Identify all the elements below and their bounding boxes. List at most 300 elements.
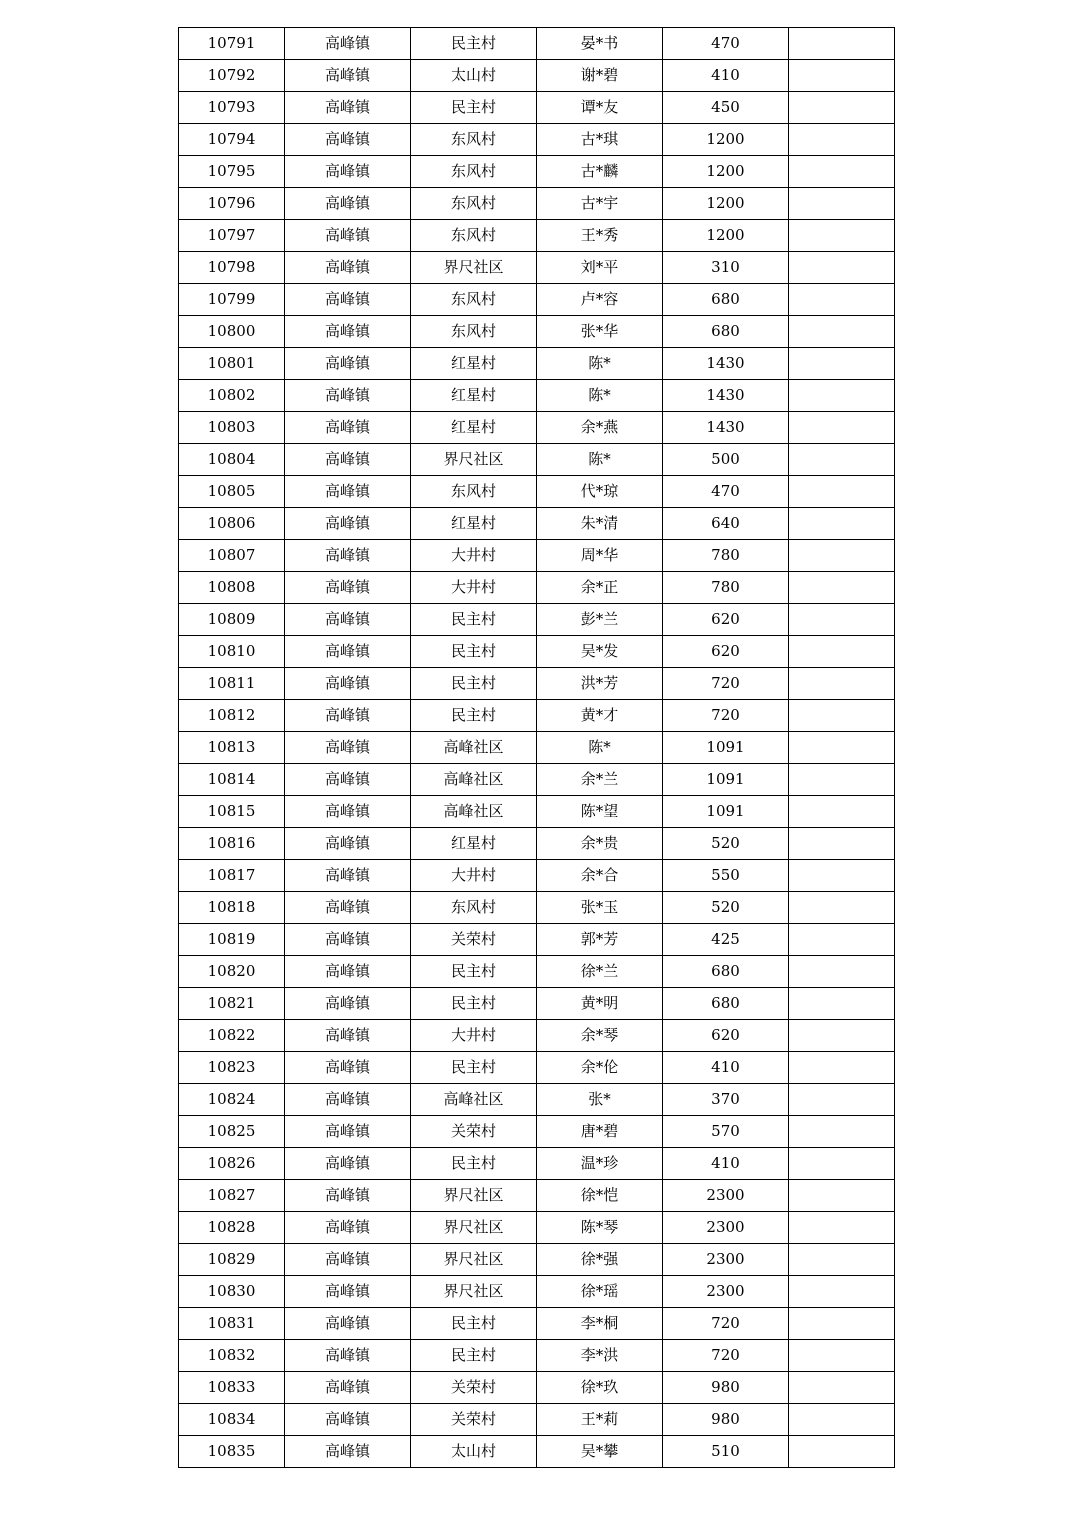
remark-cell bbox=[789, 636, 895, 668]
town-cell: 高峰镇 bbox=[285, 92, 411, 124]
village-cell: 红星村 bbox=[411, 828, 537, 860]
roster-table-body bbox=[179, 28, 895, 1468]
record-number-cell: 10813 bbox=[179, 732, 285, 764]
table-row bbox=[179, 636, 895, 668]
town-cell: 高峰镇 bbox=[285, 1244, 411, 1276]
amount-cell: 470 bbox=[663, 28, 789, 60]
person-name-cell: 谭*友 bbox=[537, 92, 663, 124]
town-cell: 高峰镇 bbox=[285, 252, 411, 284]
record-number-cell: 10819 bbox=[179, 924, 285, 956]
amount-cell: 310 bbox=[663, 252, 789, 284]
amount-cell: 780 bbox=[663, 572, 789, 604]
village-cell: 东风村 bbox=[411, 156, 537, 188]
person-name-cell: 徐*玖 bbox=[537, 1372, 663, 1404]
village-cell: 界尺社区 bbox=[411, 1244, 537, 1276]
table-row bbox=[179, 668, 895, 700]
table-row bbox=[179, 476, 895, 508]
town-cell: 高峰镇 bbox=[285, 572, 411, 604]
town-cell: 高峰镇 bbox=[285, 444, 411, 476]
amount-cell: 2300 bbox=[663, 1244, 789, 1276]
table-row bbox=[179, 1020, 895, 1052]
table-row bbox=[179, 124, 895, 156]
village-cell: 东风村 bbox=[411, 476, 537, 508]
person-name-cell: 陈* bbox=[537, 732, 663, 764]
village-cell: 高峰社区 bbox=[411, 1084, 537, 1116]
amount-cell: 1200 bbox=[663, 220, 789, 252]
table-row bbox=[179, 796, 895, 828]
record-number-cell: 10810 bbox=[179, 636, 285, 668]
record-number-cell: 10815 bbox=[179, 796, 285, 828]
remark-cell bbox=[789, 668, 895, 700]
town-cell: 高峰镇 bbox=[285, 1404, 411, 1436]
person-name-cell: 陈*望 bbox=[537, 796, 663, 828]
village-cell: 关荣村 bbox=[411, 1372, 537, 1404]
remark-cell bbox=[789, 796, 895, 828]
table-row bbox=[179, 956, 895, 988]
record-number-cell: 10793 bbox=[179, 92, 285, 124]
remark-cell bbox=[789, 1372, 895, 1404]
remark-cell bbox=[789, 156, 895, 188]
amount-cell: 620 bbox=[663, 604, 789, 636]
table-row bbox=[179, 828, 895, 860]
remark-cell bbox=[789, 348, 895, 380]
remark-cell bbox=[789, 956, 895, 988]
village-cell: 民主村 bbox=[411, 956, 537, 988]
amount-cell: 520 bbox=[663, 892, 789, 924]
village-cell: 民主村 bbox=[411, 604, 537, 636]
town-cell: 高峰镇 bbox=[285, 220, 411, 252]
town-cell: 高峰镇 bbox=[285, 476, 411, 508]
town-cell: 高峰镇 bbox=[285, 1436, 411, 1468]
person-name-cell: 陈* bbox=[537, 444, 663, 476]
amount-cell: 370 bbox=[663, 1084, 789, 1116]
remark-cell bbox=[789, 284, 895, 316]
table-row bbox=[179, 1436, 895, 1468]
town-cell: 高峰镇 bbox=[285, 540, 411, 572]
village-cell: 关荣村 bbox=[411, 1116, 537, 1148]
village-cell: 民主村 bbox=[411, 988, 537, 1020]
remark-cell bbox=[789, 1340, 895, 1372]
amount-cell: 980 bbox=[663, 1372, 789, 1404]
person-name-cell: 李*洪 bbox=[537, 1340, 663, 1372]
amount-cell: 410 bbox=[663, 60, 789, 92]
town-cell: 高峰镇 bbox=[285, 924, 411, 956]
village-cell: 民主村 bbox=[411, 668, 537, 700]
remark-cell bbox=[789, 316, 895, 348]
table-row bbox=[179, 92, 895, 124]
person-name-cell: 李*桐 bbox=[537, 1308, 663, 1340]
person-name-cell: 古*琪 bbox=[537, 124, 663, 156]
table-row bbox=[179, 860, 895, 892]
person-name-cell: 余*贵 bbox=[537, 828, 663, 860]
person-name-cell: 吴*发 bbox=[537, 636, 663, 668]
amount-cell: 550 bbox=[663, 860, 789, 892]
document-page bbox=[178, 27, 894, 1491]
remark-cell bbox=[789, 1436, 895, 1468]
record-number-cell: 10812 bbox=[179, 700, 285, 732]
remark-cell bbox=[789, 92, 895, 124]
town-cell: 高峰镇 bbox=[285, 60, 411, 92]
village-cell: 大井村 bbox=[411, 1020, 537, 1052]
town-cell: 高峰镇 bbox=[285, 284, 411, 316]
record-number-cell: 10800 bbox=[179, 316, 285, 348]
person-name-cell: 洪*芳 bbox=[537, 668, 663, 700]
amount-cell: 1091 bbox=[663, 796, 789, 828]
person-name-cell: 温*珍 bbox=[537, 1148, 663, 1180]
record-number-cell: 10834 bbox=[179, 1404, 285, 1436]
amount-cell: 620 bbox=[663, 636, 789, 668]
record-number-cell: 10821 bbox=[179, 988, 285, 1020]
person-name-cell: 余*正 bbox=[537, 572, 663, 604]
remark-cell bbox=[789, 1276, 895, 1308]
town-cell: 高峰镇 bbox=[285, 892, 411, 924]
table-row bbox=[179, 1052, 895, 1084]
village-cell: 东风村 bbox=[411, 892, 537, 924]
person-name-cell: 陈* bbox=[537, 348, 663, 380]
person-name-cell: 余*兰 bbox=[537, 764, 663, 796]
town-cell: 高峰镇 bbox=[285, 188, 411, 220]
remark-cell bbox=[789, 252, 895, 284]
town-cell: 高峰镇 bbox=[285, 1052, 411, 1084]
remark-cell bbox=[789, 60, 895, 92]
village-cell: 界尺社区 bbox=[411, 252, 537, 284]
table-row bbox=[179, 1276, 895, 1308]
person-name-cell: 余*琴 bbox=[537, 1020, 663, 1052]
village-cell: 东风村 bbox=[411, 284, 537, 316]
table-row bbox=[179, 1372, 895, 1404]
village-cell: 大井村 bbox=[411, 540, 537, 572]
person-name-cell: 余*合 bbox=[537, 860, 663, 892]
town-cell: 高峰镇 bbox=[285, 156, 411, 188]
town-cell: 高峰镇 bbox=[285, 1180, 411, 1212]
record-number-cell: 10791 bbox=[179, 28, 285, 60]
record-number-cell: 10818 bbox=[179, 892, 285, 924]
amount-cell: 720 bbox=[663, 1340, 789, 1372]
record-number-cell: 10796 bbox=[179, 188, 285, 220]
remark-cell bbox=[789, 1052, 895, 1084]
record-number-cell: 10823 bbox=[179, 1052, 285, 1084]
person-name-cell: 张*玉 bbox=[537, 892, 663, 924]
person-name-cell: 刘*平 bbox=[537, 252, 663, 284]
record-number-cell: 10809 bbox=[179, 604, 285, 636]
town-cell: 高峰镇 bbox=[285, 412, 411, 444]
person-name-cell: 古*麟 bbox=[537, 156, 663, 188]
village-cell: 高峰社区 bbox=[411, 764, 537, 796]
town-cell: 高峰镇 bbox=[285, 1116, 411, 1148]
table-row bbox=[179, 252, 895, 284]
amount-cell: 2300 bbox=[663, 1180, 789, 1212]
table-row bbox=[179, 60, 895, 92]
record-number-cell: 10825 bbox=[179, 1116, 285, 1148]
person-name-cell: 谢*碧 bbox=[537, 60, 663, 92]
remark-cell bbox=[789, 1212, 895, 1244]
remark-cell bbox=[789, 412, 895, 444]
village-cell: 界尺社区 bbox=[411, 1180, 537, 1212]
record-number-cell: 10822 bbox=[179, 1020, 285, 1052]
village-cell: 东风村 bbox=[411, 188, 537, 220]
village-cell: 红星村 bbox=[411, 380, 537, 412]
amount-cell: 1430 bbox=[663, 412, 789, 444]
record-number-cell: 10817 bbox=[179, 860, 285, 892]
town-cell: 高峰镇 bbox=[285, 1340, 411, 1372]
village-cell: 太山村 bbox=[411, 1436, 537, 1468]
record-number-cell: 10803 bbox=[179, 412, 285, 444]
remark-cell bbox=[789, 380, 895, 412]
table-row bbox=[179, 700, 895, 732]
amount-cell: 500 bbox=[663, 444, 789, 476]
person-name-cell: 唐*碧 bbox=[537, 1116, 663, 1148]
amount-cell: 620 bbox=[663, 1020, 789, 1052]
village-cell: 民主村 bbox=[411, 1052, 537, 1084]
person-name-cell: 王*秀 bbox=[537, 220, 663, 252]
remark-cell bbox=[789, 508, 895, 540]
amount-cell: 1200 bbox=[663, 188, 789, 220]
village-cell: 民主村 bbox=[411, 1340, 537, 1372]
table-row bbox=[179, 284, 895, 316]
person-name-cell: 吴*攀 bbox=[537, 1436, 663, 1468]
village-cell: 界尺社区 bbox=[411, 444, 537, 476]
record-number-cell: 10799 bbox=[179, 284, 285, 316]
record-number-cell: 10808 bbox=[179, 572, 285, 604]
table-row bbox=[179, 892, 895, 924]
remark-cell bbox=[789, 732, 895, 764]
amount-cell: 720 bbox=[663, 1308, 789, 1340]
remark-cell bbox=[789, 828, 895, 860]
person-name-cell: 晏*书 bbox=[537, 28, 663, 60]
village-cell: 大井村 bbox=[411, 572, 537, 604]
person-name-cell: 张* bbox=[537, 1084, 663, 1116]
table-row bbox=[179, 188, 895, 220]
amount-cell: 640 bbox=[663, 508, 789, 540]
village-cell: 民主村 bbox=[411, 28, 537, 60]
record-number-cell: 10802 bbox=[179, 380, 285, 412]
village-cell: 关荣村 bbox=[411, 1404, 537, 1436]
table-row bbox=[179, 348, 895, 380]
remark-cell bbox=[789, 1244, 895, 1276]
town-cell: 高峰镇 bbox=[285, 380, 411, 412]
person-name-cell: 周*华 bbox=[537, 540, 663, 572]
amount-cell: 980 bbox=[663, 1404, 789, 1436]
record-number-cell: 10833 bbox=[179, 1372, 285, 1404]
person-name-cell: 朱*清 bbox=[537, 508, 663, 540]
table-row bbox=[179, 1404, 895, 1436]
table-row bbox=[179, 1308, 895, 1340]
town-cell: 高峰镇 bbox=[285, 316, 411, 348]
table-row bbox=[179, 988, 895, 1020]
town-cell: 高峰镇 bbox=[285, 636, 411, 668]
record-number-cell: 10832 bbox=[179, 1340, 285, 1372]
village-cell: 民主村 bbox=[411, 1308, 537, 1340]
table-row bbox=[179, 1244, 895, 1276]
remark-cell bbox=[789, 988, 895, 1020]
village-cell: 高峰社区 bbox=[411, 796, 537, 828]
table-row bbox=[179, 508, 895, 540]
remark-cell bbox=[789, 1020, 895, 1052]
table-row bbox=[179, 764, 895, 796]
person-name-cell: 王*莉 bbox=[537, 1404, 663, 1436]
town-cell: 高峰镇 bbox=[285, 700, 411, 732]
amount-cell: 450 bbox=[663, 92, 789, 124]
person-name-cell: 余*伦 bbox=[537, 1052, 663, 1084]
remark-cell bbox=[789, 476, 895, 508]
amount-cell: 780 bbox=[663, 540, 789, 572]
record-number-cell: 10804 bbox=[179, 444, 285, 476]
town-cell: 高峰镇 bbox=[285, 28, 411, 60]
person-name-cell: 余*燕 bbox=[537, 412, 663, 444]
remark-cell bbox=[789, 1404, 895, 1436]
amount-cell: 520 bbox=[663, 828, 789, 860]
record-number-cell: 10797 bbox=[179, 220, 285, 252]
town-cell: 高峰镇 bbox=[285, 732, 411, 764]
table-row bbox=[179, 1116, 895, 1148]
record-number-cell: 10827 bbox=[179, 1180, 285, 1212]
person-name-cell: 卢*容 bbox=[537, 284, 663, 316]
amount-cell: 2300 bbox=[663, 1276, 789, 1308]
amount-cell: 410 bbox=[663, 1052, 789, 1084]
record-number-cell: 10811 bbox=[179, 668, 285, 700]
village-cell: 东风村 bbox=[411, 316, 537, 348]
person-name-cell: 陈* bbox=[537, 380, 663, 412]
amount-cell: 410 bbox=[663, 1148, 789, 1180]
person-name-cell: 郭*芳 bbox=[537, 924, 663, 956]
table-row bbox=[179, 1148, 895, 1180]
town-cell: 高峰镇 bbox=[285, 956, 411, 988]
record-number-cell: 10794 bbox=[179, 124, 285, 156]
amount-cell: 510 bbox=[663, 1436, 789, 1468]
record-number-cell: 10824 bbox=[179, 1084, 285, 1116]
amount-cell: 470 bbox=[663, 476, 789, 508]
amount-cell: 2300 bbox=[663, 1212, 789, 1244]
person-name-cell: 黄*明 bbox=[537, 988, 663, 1020]
record-number-cell: 10828 bbox=[179, 1212, 285, 1244]
remark-cell bbox=[789, 28, 895, 60]
table-row bbox=[179, 1084, 895, 1116]
remark-cell bbox=[789, 700, 895, 732]
person-name-cell: 陈*琴 bbox=[537, 1212, 663, 1244]
remark-cell bbox=[789, 1084, 895, 1116]
town-cell: 高峰镇 bbox=[285, 1084, 411, 1116]
village-cell: 民主村 bbox=[411, 1148, 537, 1180]
village-cell: 民主村 bbox=[411, 92, 537, 124]
town-cell: 高峰镇 bbox=[285, 828, 411, 860]
remark-cell bbox=[789, 1308, 895, 1340]
record-number-cell: 10795 bbox=[179, 156, 285, 188]
village-cell: 红星村 bbox=[411, 412, 537, 444]
village-cell: 红星村 bbox=[411, 508, 537, 540]
town-cell: 高峰镇 bbox=[285, 860, 411, 892]
remark-cell bbox=[789, 124, 895, 156]
record-number-cell: 10831 bbox=[179, 1308, 285, 1340]
record-number-cell: 10814 bbox=[179, 764, 285, 796]
remark-cell bbox=[789, 892, 895, 924]
remark-cell bbox=[789, 764, 895, 796]
table-row bbox=[179, 380, 895, 412]
town-cell: 高峰镇 bbox=[285, 764, 411, 796]
town-cell: 高峰镇 bbox=[285, 796, 411, 828]
table-row bbox=[179, 572, 895, 604]
record-number-cell: 10835 bbox=[179, 1436, 285, 1468]
table-row bbox=[179, 1180, 895, 1212]
record-number-cell: 10830 bbox=[179, 1276, 285, 1308]
remark-cell bbox=[789, 604, 895, 636]
amount-cell: 680 bbox=[663, 956, 789, 988]
remark-cell bbox=[789, 220, 895, 252]
table-row bbox=[179, 604, 895, 636]
record-number-cell: 10816 bbox=[179, 828, 285, 860]
town-cell: 高峰镇 bbox=[285, 604, 411, 636]
amount-cell: 720 bbox=[663, 668, 789, 700]
remark-cell bbox=[789, 1180, 895, 1212]
amount-cell: 570 bbox=[663, 1116, 789, 1148]
amount-cell: 680 bbox=[663, 316, 789, 348]
table-row bbox=[179, 316, 895, 348]
record-number-cell: 10805 bbox=[179, 476, 285, 508]
roster-table bbox=[178, 27, 895, 1468]
table-row bbox=[179, 412, 895, 444]
remark-cell bbox=[789, 540, 895, 572]
remark-cell bbox=[789, 1148, 895, 1180]
table-row bbox=[179, 1212, 895, 1244]
remark-cell bbox=[789, 444, 895, 476]
record-number-cell: 10801 bbox=[179, 348, 285, 380]
person-name-cell: 徐*恺 bbox=[537, 1180, 663, 1212]
village-cell: 东风村 bbox=[411, 220, 537, 252]
person-name-cell: 代*琼 bbox=[537, 476, 663, 508]
amount-cell: 1091 bbox=[663, 732, 789, 764]
table-row bbox=[179, 156, 895, 188]
amount-cell: 720 bbox=[663, 700, 789, 732]
remark-cell bbox=[789, 924, 895, 956]
town-cell: 高峰镇 bbox=[285, 1212, 411, 1244]
amount-cell: 1200 bbox=[663, 124, 789, 156]
record-number-cell: 10798 bbox=[179, 252, 285, 284]
town-cell: 高峰镇 bbox=[285, 348, 411, 380]
table-row bbox=[179, 444, 895, 476]
town-cell: 高峰镇 bbox=[285, 1020, 411, 1052]
village-cell: 关荣村 bbox=[411, 924, 537, 956]
remark-cell bbox=[789, 1116, 895, 1148]
amount-cell: 425 bbox=[663, 924, 789, 956]
person-name-cell: 徐*强 bbox=[537, 1244, 663, 1276]
amount-cell: 680 bbox=[663, 284, 789, 316]
table-row bbox=[179, 732, 895, 764]
table-row bbox=[179, 1340, 895, 1372]
town-cell: 高峰镇 bbox=[285, 508, 411, 540]
record-number-cell: 10792 bbox=[179, 60, 285, 92]
village-cell: 界尺社区 bbox=[411, 1212, 537, 1244]
town-cell: 高峰镇 bbox=[285, 668, 411, 700]
table-row bbox=[179, 924, 895, 956]
amount-cell: 1091 bbox=[663, 764, 789, 796]
amount-cell: 680 bbox=[663, 988, 789, 1020]
record-number-cell: 10807 bbox=[179, 540, 285, 572]
record-number-cell: 10806 bbox=[179, 508, 285, 540]
town-cell: 高峰镇 bbox=[285, 988, 411, 1020]
village-cell: 民主村 bbox=[411, 700, 537, 732]
person-name-cell: 张*华 bbox=[537, 316, 663, 348]
person-name-cell: 徐*瑶 bbox=[537, 1276, 663, 1308]
record-number-cell: 10829 bbox=[179, 1244, 285, 1276]
village-cell: 大井村 bbox=[411, 860, 537, 892]
town-cell: 高峰镇 bbox=[285, 124, 411, 156]
town-cell: 高峰镇 bbox=[285, 1308, 411, 1340]
village-cell: 民主村 bbox=[411, 636, 537, 668]
record-number-cell: 10820 bbox=[179, 956, 285, 988]
record-number-cell: 10826 bbox=[179, 1148, 285, 1180]
town-cell: 高峰镇 bbox=[285, 1372, 411, 1404]
person-name-cell: 黄*才 bbox=[537, 700, 663, 732]
person-name-cell: 徐*兰 bbox=[537, 956, 663, 988]
